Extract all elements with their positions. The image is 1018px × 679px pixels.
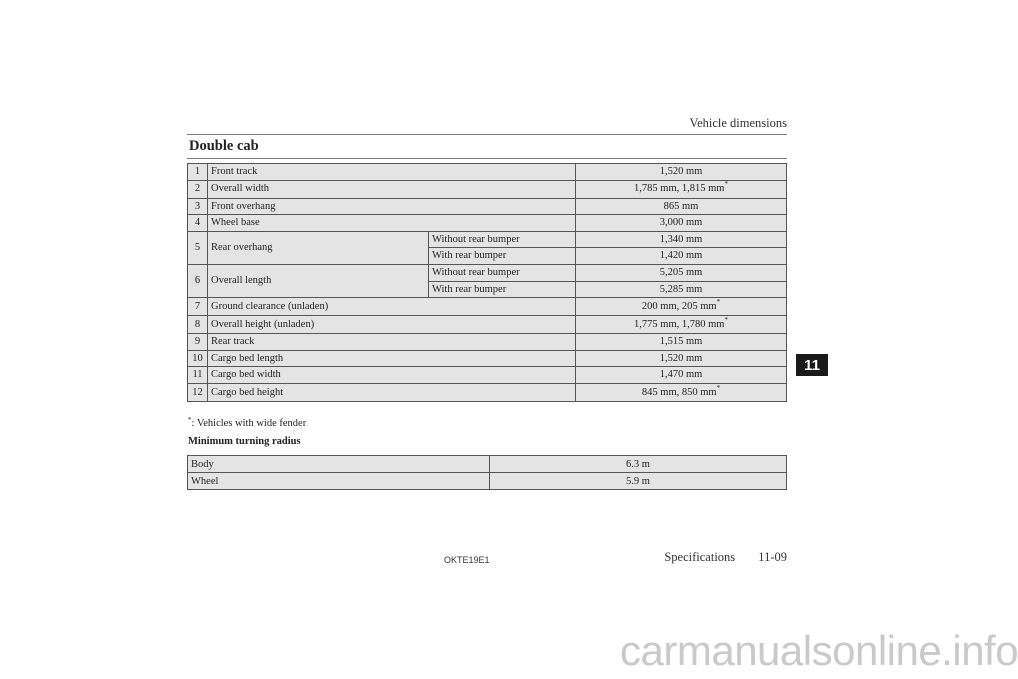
page-header-title: Vehicle dimensions <box>689 116 787 130</box>
value-text: 200 mm, 205 mm <box>641 300 717 312</box>
row-subitem: Without rear bumper <box>429 264 576 281</box>
turning-radius-heading: Minimum turning radius <box>188 436 301 447</box>
row-item: Front track <box>208 164 576 181</box>
value-text: 1,775 mm, 1,780 mm <box>634 318 725 330</box>
row-value <box>576 316 787 334</box>
dimensions-table <box>187 163 787 402</box>
row-number: 2 <box>188 180 208 198</box>
table-row <box>188 383 787 401</box>
row-value <box>576 180 787 198</box>
section-title: Double cab <box>187 134 787 159</box>
page-number: 11-09 <box>758 550 787 564</box>
table-row <box>188 231 787 248</box>
table-row <box>188 298 787 316</box>
document-code: OKTE19E1 <box>444 555 490 565</box>
table-row <box>188 198 787 215</box>
value-text: 1,785 mm, 1,815 mm <box>634 183 725 195</box>
row-item: Overall height (unladen) <box>208 316 576 334</box>
turning-radius-table <box>187 455 787 490</box>
row-item: Wheel <box>188 473 490 490</box>
table-row <box>188 180 787 198</box>
footnote <box>188 418 306 429</box>
row-number: 12 <box>188 383 208 401</box>
row-number: 9 <box>188 334 208 351</box>
table-row <box>188 316 787 334</box>
row-value: 1,420 mm <box>576 248 787 265</box>
section <box>187 134 787 159</box>
row-value: 1,520 mm <box>576 350 787 367</box>
row-item: Rear overhang <box>208 231 429 264</box>
row-value: 6.3 m <box>490 456 787 473</box>
row-value <box>576 298 787 316</box>
row-item: Overall width <box>208 180 576 198</box>
row-subitem: Without rear bumper <box>429 231 576 248</box>
watermark: carmanualsonline.info <box>620 627 1018 674</box>
row-item: Ground clearance (unladen) <box>208 298 576 316</box>
row-value: 5.9 m <box>490 473 787 490</box>
row-item: Rear track <box>208 334 576 351</box>
table-row <box>188 456 787 473</box>
row-number: 3 <box>188 198 208 215</box>
footer-section: Specifications <box>664 550 736 564</box>
table-row <box>188 164 787 181</box>
row-item: Wheel base <box>208 215 576 232</box>
row-value: 1,470 mm <box>576 367 787 384</box>
row-item: Cargo bed width <box>208 367 576 384</box>
row-value: 1,340 mm <box>576 231 787 248</box>
table-row <box>188 264 787 281</box>
row-number: 6 <box>188 264 208 297</box>
row-value: 1,520 mm <box>576 164 787 181</box>
row-number: 1 <box>188 164 208 181</box>
row-subitem: With rear bumper <box>429 281 576 298</box>
row-item: Cargo bed height <box>208 383 576 401</box>
asterisk-mark: * <box>716 297 721 306</box>
row-value <box>576 383 787 401</box>
table-row <box>188 350 787 367</box>
table-row <box>188 334 787 351</box>
row-item: Body <box>188 456 490 473</box>
asterisk-mark: * <box>188 416 192 424</box>
row-number: 5 <box>188 231 208 264</box>
row-subitem: With rear bumper <box>429 248 576 265</box>
page-footer <box>664 550 787 565</box>
row-item: Overall length <box>208 264 429 297</box>
row-number: 10 <box>188 350 208 367</box>
asterisk-mark: * <box>716 383 721 392</box>
row-value: 1,515 mm <box>576 334 787 351</box>
asterisk-mark: * <box>724 180 728 189</box>
table-row <box>188 215 787 232</box>
table-row <box>188 367 787 384</box>
row-value: 5,285 mm <box>576 281 787 298</box>
row-number: 11 <box>188 367 208 384</box>
footnote-text: : Vehicles with wide fender <box>191 418 307 429</box>
row-number: 4 <box>188 215 208 232</box>
asterisk-mark: * <box>724 315 728 324</box>
value-text: 845 mm, 850 mm <box>641 386 717 398</box>
row-value: 865 mm <box>576 198 787 215</box>
row-item: Cargo bed length <box>208 350 576 367</box>
row-number: 7 <box>188 298 208 316</box>
chapter-tab: 11 <box>796 354 828 376</box>
row-item: Front overhang <box>208 198 576 215</box>
row-value: 5,205 mm <box>576 264 787 281</box>
row-number: 8 <box>188 316 208 334</box>
table-row <box>188 473 787 490</box>
row-value: 3,000 mm <box>576 215 787 232</box>
